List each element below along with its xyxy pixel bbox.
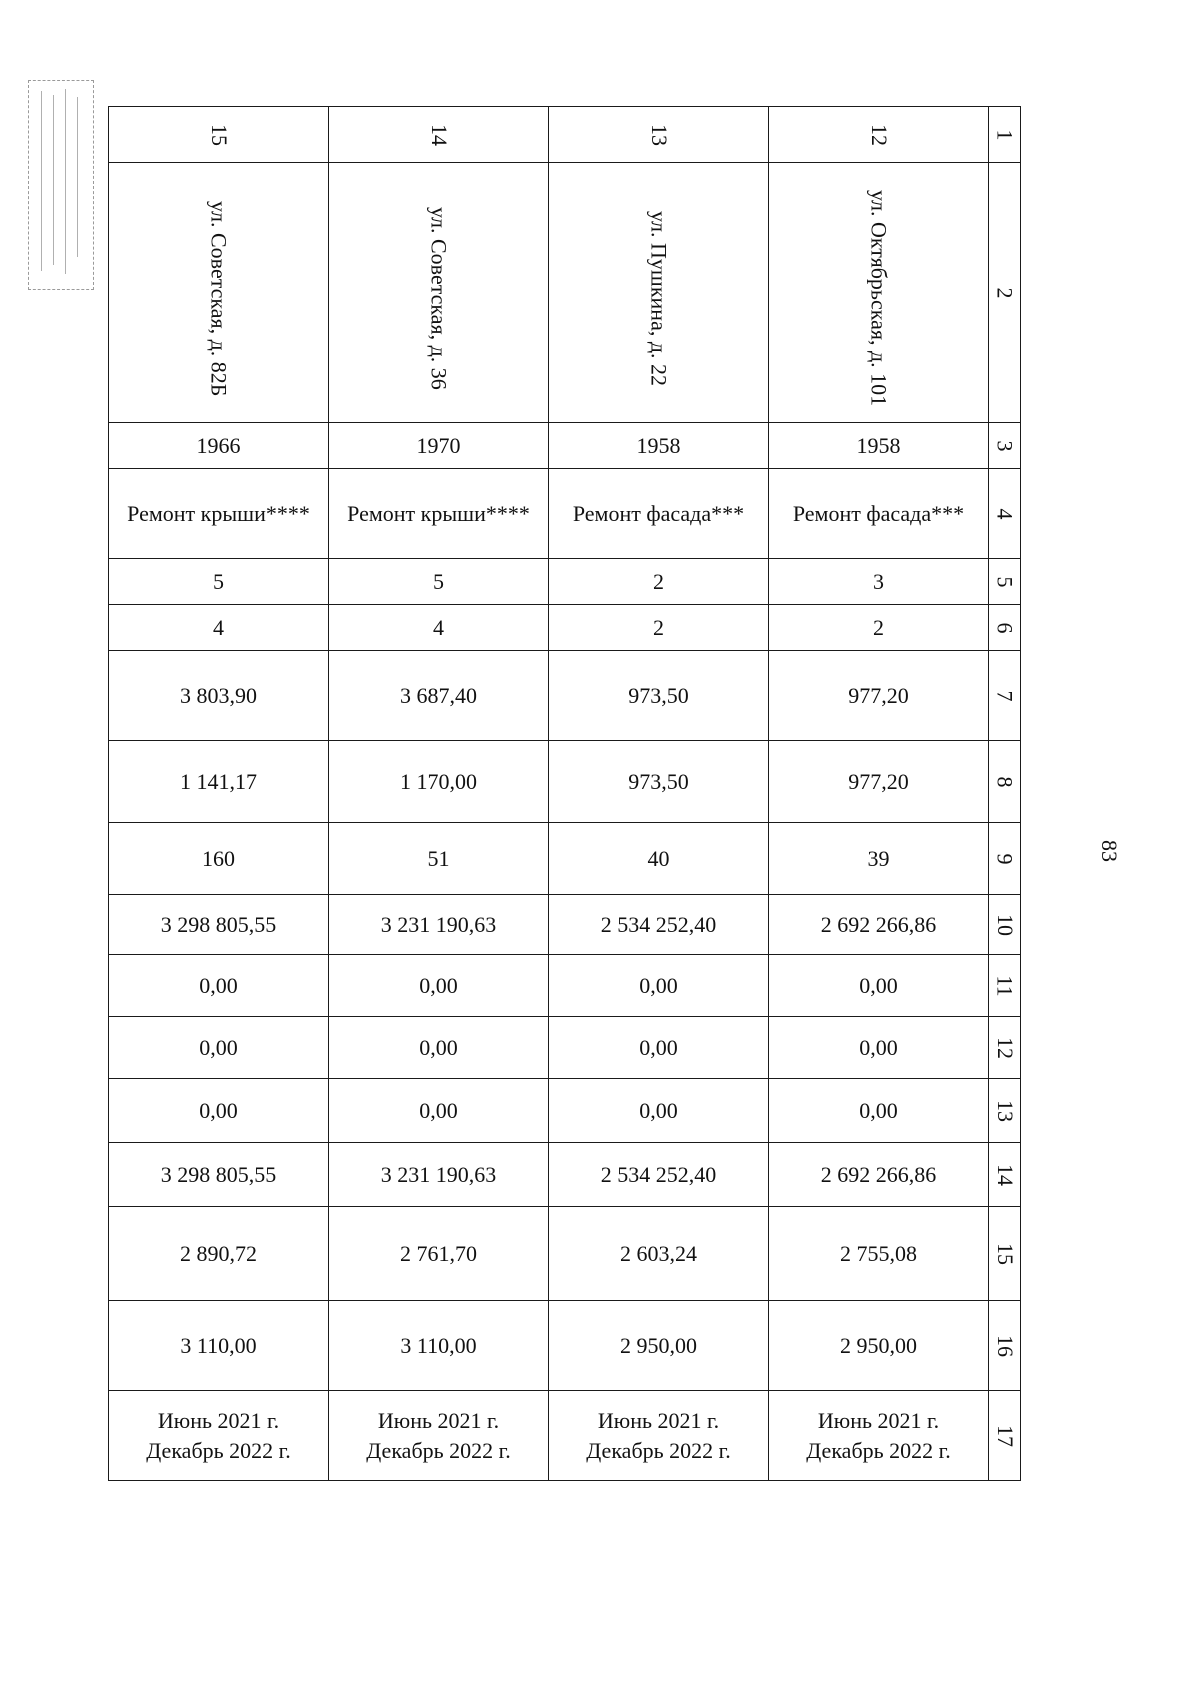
row-number: 9	[989, 823, 1021, 895]
table-cell: 3 298 805,55	[109, 1143, 329, 1207]
table-cell: 1970	[329, 423, 549, 469]
table-cell: Ремонт фасада***	[549, 469, 769, 559]
table-cell: 2 761,70	[329, 1207, 549, 1301]
table-cell: 2 603,24	[549, 1207, 769, 1301]
row-number: 7	[989, 651, 1021, 741]
period-cell: Июнь 2021 г. Декабрь 2022 г.	[769, 1391, 989, 1481]
row-number: 4	[989, 469, 1021, 559]
table-cell: 0,00	[109, 955, 329, 1017]
table-cell: 2 534 252,40	[549, 895, 769, 955]
table-cell: 977,20	[769, 651, 989, 741]
table-row	[109, 1143, 1021, 1207]
table-cell: 0,00	[769, 1017, 989, 1079]
row-number: 1	[989, 107, 1021, 163]
table-row	[109, 559, 1021, 605]
table-cell: 5	[329, 559, 549, 605]
table-cell: 14	[329, 107, 549, 163]
table-cell: 1958	[769, 423, 989, 469]
table-cell: 40	[549, 823, 769, 895]
table-cell: 51	[329, 823, 549, 895]
table-cell: Ремонт крыши****	[329, 469, 549, 559]
table-cell: 2	[769, 605, 989, 651]
table-cell: 0,00	[769, 1079, 989, 1143]
period-cell: Июнь 2021 г. Декабрь 2022 г.	[109, 1391, 329, 1481]
table-cell: 0,00	[109, 1079, 329, 1143]
table-row	[109, 823, 1021, 895]
table-cell: 1 141,17	[109, 741, 329, 823]
table-row	[109, 163, 1021, 423]
row-number: 12	[989, 1017, 1021, 1079]
table-cell: 1966	[109, 423, 329, 469]
table-row	[109, 605, 1021, 651]
row-number: 16	[989, 1301, 1021, 1391]
table-cell: 0,00	[549, 1079, 769, 1143]
address-cell: ул. Октябрьская, д. 101	[769, 163, 989, 423]
table-cell: 1958	[549, 423, 769, 469]
row-number: 11	[989, 955, 1021, 1017]
table-row	[109, 1079, 1021, 1143]
table-row	[109, 1391, 1021, 1481]
table-row	[109, 651, 1021, 741]
table-cell: 973,50	[549, 651, 769, 741]
table-row	[109, 1017, 1021, 1079]
table-cell: 3 231 190,63	[329, 1143, 549, 1207]
table-cell: 5	[109, 559, 329, 605]
table-cell: 973,50	[549, 741, 769, 823]
table-row	[109, 1301, 1021, 1391]
row-number: 15	[989, 1207, 1021, 1301]
table-row	[109, 895, 1021, 955]
table-cell: 977,20	[769, 741, 989, 823]
row-number: 17	[989, 1391, 1021, 1481]
page-number: 83	[1097, 840, 1122, 862]
table-cell: 1 170,00	[329, 741, 549, 823]
table-cell: 39	[769, 823, 989, 895]
table-cell: 0,00	[769, 955, 989, 1017]
table-row	[109, 1207, 1021, 1301]
table-row	[109, 955, 1021, 1017]
repair-program-table	[108, 106, 1021, 1481]
table-row	[109, 107, 1021, 163]
address-cell: ул. Советская, д. 82Б	[109, 163, 329, 423]
table-cell: 2 534 252,40	[549, 1143, 769, 1207]
table-cell: 4	[109, 605, 329, 651]
address-cell: ул. Советская, д. 36	[329, 163, 549, 423]
table-cell: 3	[769, 559, 989, 605]
table-cell: 2 950,00	[549, 1301, 769, 1391]
row-number: 2	[989, 163, 1021, 423]
row-number: 10	[989, 895, 1021, 955]
table-cell: 3 803,90	[109, 651, 329, 741]
table-cell: 15	[109, 107, 329, 163]
table-cell: 12	[769, 107, 989, 163]
registration-stamp	[28, 80, 94, 290]
table-cell: 3 231 190,63	[329, 895, 549, 955]
row-number: 13	[989, 1079, 1021, 1143]
row-number: 6	[989, 605, 1021, 651]
row-number: 8	[989, 741, 1021, 823]
table-cell: 2 755,08	[769, 1207, 989, 1301]
row-number: 14	[989, 1143, 1021, 1207]
table-cell: 3 110,00	[109, 1301, 329, 1391]
table-cell: 2	[549, 559, 769, 605]
table-cell: 2	[549, 605, 769, 651]
row-number: 3	[989, 423, 1021, 469]
table-cell: Ремонт фасада***	[769, 469, 989, 559]
row-number: 5	[989, 559, 1021, 605]
table-cell: 3 110,00	[329, 1301, 549, 1391]
table-cell: Ремонт крыши****	[109, 469, 329, 559]
table-cell: 0,00	[109, 1017, 329, 1079]
table-cell: 3 687,40	[329, 651, 549, 741]
table-cell: 0,00	[329, 1017, 549, 1079]
table-cell: 2 950,00	[769, 1301, 989, 1391]
period-cell: Июнь 2021 г. Декабрь 2022 г.	[549, 1391, 769, 1481]
address-cell: ул. Пушкина, д. 22	[549, 163, 769, 423]
table-row	[109, 741, 1021, 823]
table-cell: 0,00	[329, 955, 549, 1017]
period-cell: Июнь 2021 г. Декабрь 2022 г.	[329, 1391, 549, 1481]
table-cell: 2 692 266,86	[769, 1143, 989, 1207]
table-cell: 3 298 805,55	[109, 895, 329, 955]
table-row	[109, 469, 1021, 559]
table-cell: 0,00	[549, 955, 769, 1017]
table-cell: 2 890,72	[109, 1207, 329, 1301]
table-cell: 160	[109, 823, 329, 895]
table-cell: 2 692 266,86	[769, 895, 989, 955]
table-row	[109, 423, 1021, 469]
table-cell: 13	[549, 107, 769, 163]
table-cell: 4	[329, 605, 549, 651]
table-cell: 0,00	[329, 1079, 549, 1143]
table-cell: 0,00	[549, 1017, 769, 1079]
